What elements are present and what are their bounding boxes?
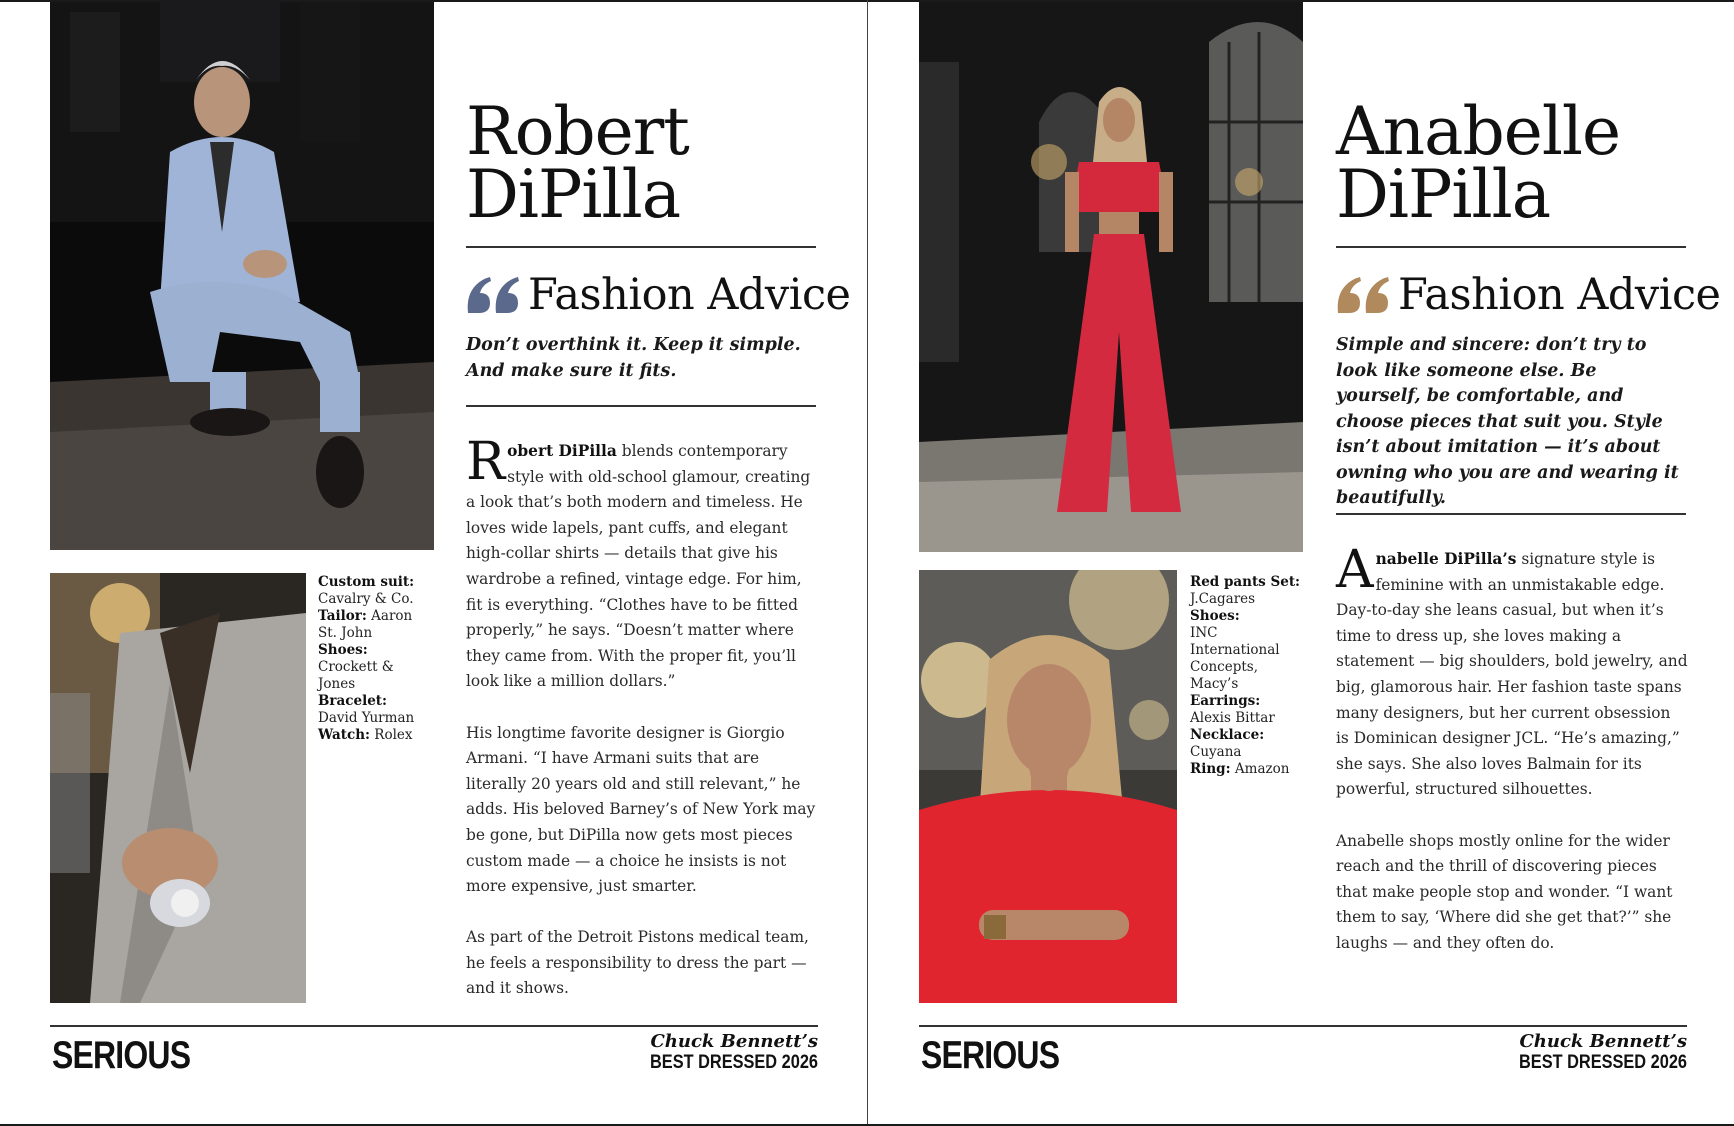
- robert-main-photo: [50, 2, 434, 550]
- right-page: [868, 0, 1734, 1126]
- drop-cap: R: [466, 432, 506, 492]
- series-title: Chuck Bennett’s BEST DRESSED 2026: [1518, 1031, 1687, 1073]
- advice-divider: [466, 405, 816, 407]
- article-paragraph: His longtime favorite designer is Giorgio Armani. “I have Armani suits that are literally 20 years old and still relevant,” he adds. His beloved Barney’s of New York may be gone, but DiPilla now gets most pieces custom made — a choice he insists is not more expensive, just smarter.: [466, 723, 816, 896]
- article-paragraph: Robert DiPilla blends contemporary style with old-school glamour, creating a look that’s both modern and timeless. He loves wide lapels, pant cuffs, and elegant high-collar shirts — details that give his wardrobe a refined, vintage edge. For him, fit is everything. “Clothes have to be fitted properly,” he says. “Doesn’t matter where they came from. With the proper fit, you’ll look like a million dollars.”: [466, 432, 811, 691]
- robert-name-heading: Robert DiPilla: [466, 93, 689, 233]
- footer-rule: [50, 1025, 818, 1027]
- credit-item: Tailor: Aaron St. John: [318, 608, 413, 641]
- brand-logo: SERIOUS: [52, 1034, 191, 1077]
- anabelle-detail-photo: [919, 570, 1177, 1003]
- credit-item: Watch: Rolex: [318, 727, 413, 743]
- robert-detail-photo: [50, 573, 306, 1003]
- name-divider: [466, 246, 816, 248]
- anabelle-name-heading: Anabelle DiPilla: [1336, 93, 1621, 233]
- anabelle-wardrobe-credits: [1190, 574, 1306, 778]
- credit-item: Ring: Amazon: [1190, 761, 1290, 777]
- quote-mark-icon: [466, 275, 522, 315]
- anabelle-main-photo: [919, 2, 1303, 552]
- anabelle-article-body: [1336, 540, 1688, 982]
- anabelle-advice-quote: Simple and sincere: don’t try to look like someone else. Be yourself, be comfortable, and choose pieces that suit you. Style isn’t about imitation — it’s about owning who you are and wearing it beautifully.: [1336, 335, 1679, 508]
- credit-item: Earrings: Alexis Bittar: [1190, 693, 1275, 726]
- robert-advice-heading: Fashion Advice: [466, 270, 850, 320]
- series-title: Chuck Bennett’s BEST DRESSED 2026: [649, 1031, 818, 1073]
- footer-rule: [919, 1025, 1687, 1027]
- anabelle-advice-heading: Fashion Advice: [1336, 270, 1720, 320]
- credit-item: Bracelet: David Yurman: [318, 693, 415, 726]
- credit-item: Necklace: Cuyana: [1190, 727, 1265, 760]
- brand-logo: SERIOUS: [921, 1034, 1060, 1077]
- advice-divider: [1336, 513, 1686, 515]
- quote-mark-icon: [1336, 275, 1392, 315]
- robert-article-body: [466, 432, 818, 1028]
- name-divider: [1336, 246, 1686, 248]
- credit-item: Shoes: INC International Concepts, Macy’s: [1190, 608, 1280, 692]
- article-paragraph: As part of the Detroit Pistons medical team, he feels a responsibility to dress the part — and it shows.: [466, 928, 809, 998]
- robert-advice-quote: Don’t overthink it. Keep it simple. And make sure it fits.: [466, 335, 801, 381]
- robert-wardrobe-credits: [318, 574, 430, 744]
- article-paragraph: Anabelle shops mostly online for the wider reach and the thrill of discovering pieces that make people stop and wonder. “I want them to say, ‘Where did she get that?’” she laughs — and they often do.: [1336, 831, 1673, 952]
- credit-item: Custom suit: Cavalry & Co.: [318, 574, 415, 607]
- drop-cap: A: [1336, 540, 1374, 600]
- credit-item: Shoes: Crockett & Jones: [318, 642, 394, 692]
- credit-item: Red pants Set: J.Cagares: [1190, 574, 1301, 607]
- article-paragraph: Anabelle DiPilla’s signature style is feminine with an unmistakable edge. Day-to-day she leans casual, but when it’s time to dress up, she loves making a statement — big shoulders, bold jewelry, and big, glamorous hair. Her fashion taste spans many designers, but her current obsession is Dominican designer JCL. “He’s amazing,” she says. She also loves Balmain for its powerful, structured silhouettes.: [1336, 540, 1688, 799]
- left-page: [0, 0, 866, 1126]
